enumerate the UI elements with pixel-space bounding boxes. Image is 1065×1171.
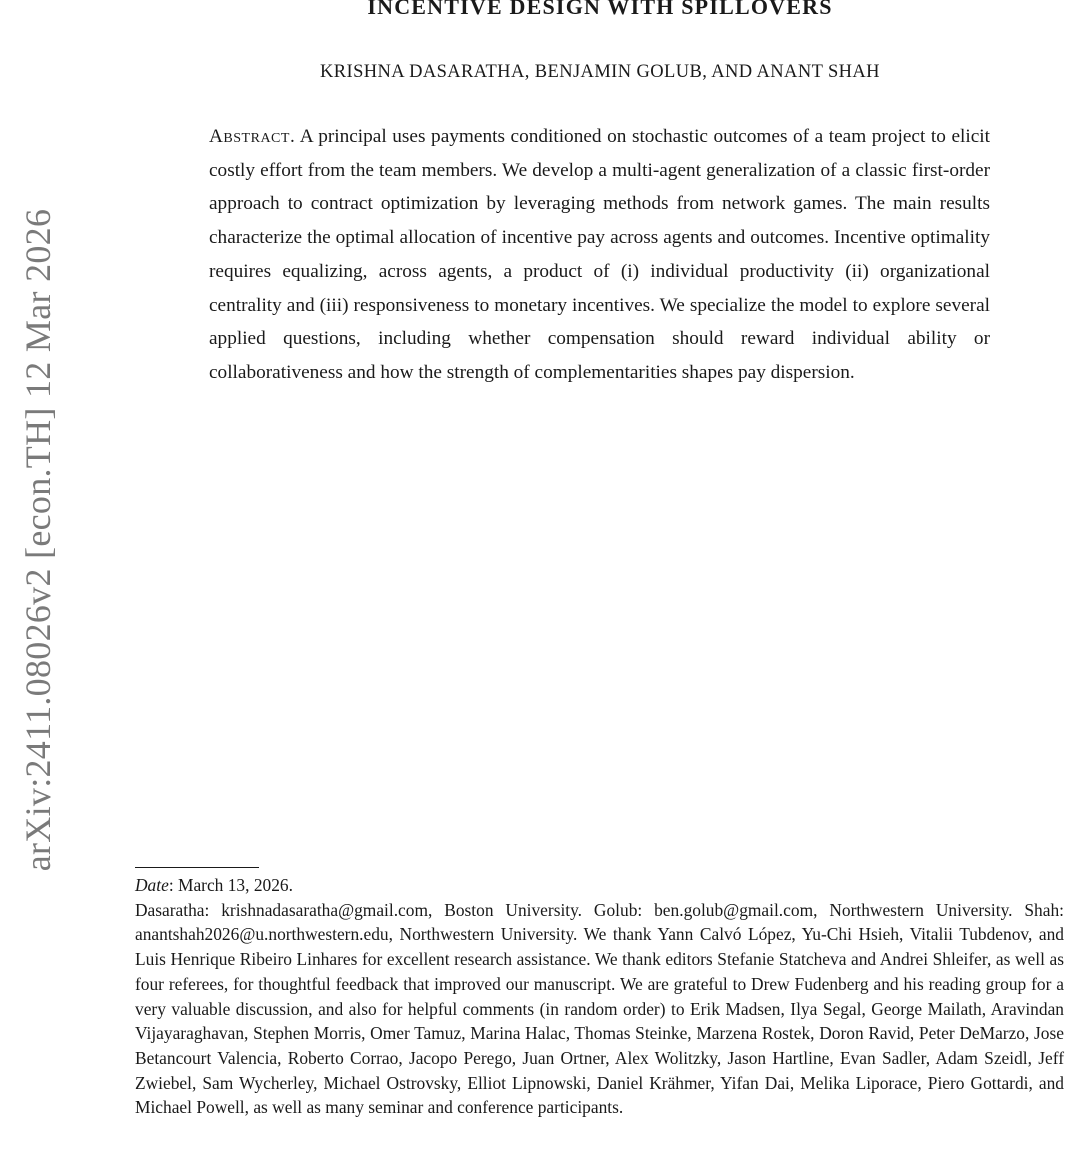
date-label: Date xyxy=(135,875,169,895)
date-footnote xyxy=(135,873,1064,898)
abstract-label: Abstract. xyxy=(209,126,296,147)
abstract-text: A principal uses payments conditioned on stochastic outcomes of a team project to elicit costly effort from the team members. We develop a multi-agent generalization of a classic first-order approach to contract optimization by leveraging methods from network games. The main results characterize the optimal allocation of incentive pay across agents and outcomes. Incentive optimality requires equalizing, across agents, a product of (i) individual productivity (ii) organizational centrality and (iii) responsiveness to monetary incentives. We specialize the model to explore several applied questions, including whether compensation should reward individual ability or collaborativeness and how the strength of complementarities shapes pay dispersion. xyxy=(209,126,990,383)
paper-title: INCENTIVE DESIGN WITH SPILLOVERS xyxy=(367,0,833,19)
date-value: : March 13, 2026. xyxy=(168,875,293,895)
abstract xyxy=(209,120,990,390)
footnote-rule xyxy=(135,867,259,868)
paper-authors: KRISHNA DASARATHA, BENJAMIN GOLUB, AND ANANT SHAH xyxy=(320,62,880,82)
acknowledgments-footnote: Dasaratha: krishnadasaratha@gmail.com, Boston University. Golub: ben.golub@gmail.com, Northwestern University. Shah: anantshah2026@u.northwestern.edu, Northwestern University. We thank Yann Calvó López, Yu-Chi Hsieh, Vitalii Tubdenov, and Luis Henrique Ribeiro Linhares for excellent research assistance. We thank editors Stefanie Statcheva and Andrei Shleifer, as well as four referees, for thoughtful feedback that improved our manuscript. We are grateful to Drew Fudenberg and his reading group for a very valuable discussion, and also for helpful comments (in random order) to Erik Madsen, Ilya Segal, George Mailath, Aravindan Vijayaraghavan, Stephen Morris, Omer Tamuz, Marina Halac, Thomas Steinke, Marzena Rostek, Doron Ravid, Peter DeMarzo, Jose Betancourt Valencia, Roberto Corrao, Jacopo Perego, Juan Ortner, Alex Wolitzky, Jason Hartline, Evan Sadler, Adam Szeidl, Jeff Zwiebel, Sam Wycherley, Michael Ostrovsky, Elliot Lipnowski, Daniel Krähmer, Yifan Dai, Melika Liporace, Piero Gottardi, and Michael Powell, as well as many seminar and conference participants. xyxy=(135,899,1064,1118)
arxiv-sidebar-identifier: arXiv:2411.08026v2 [econ.TH] 12 Mar 2026 xyxy=(18,208,58,872)
footnotes xyxy=(135,873,1064,1120)
